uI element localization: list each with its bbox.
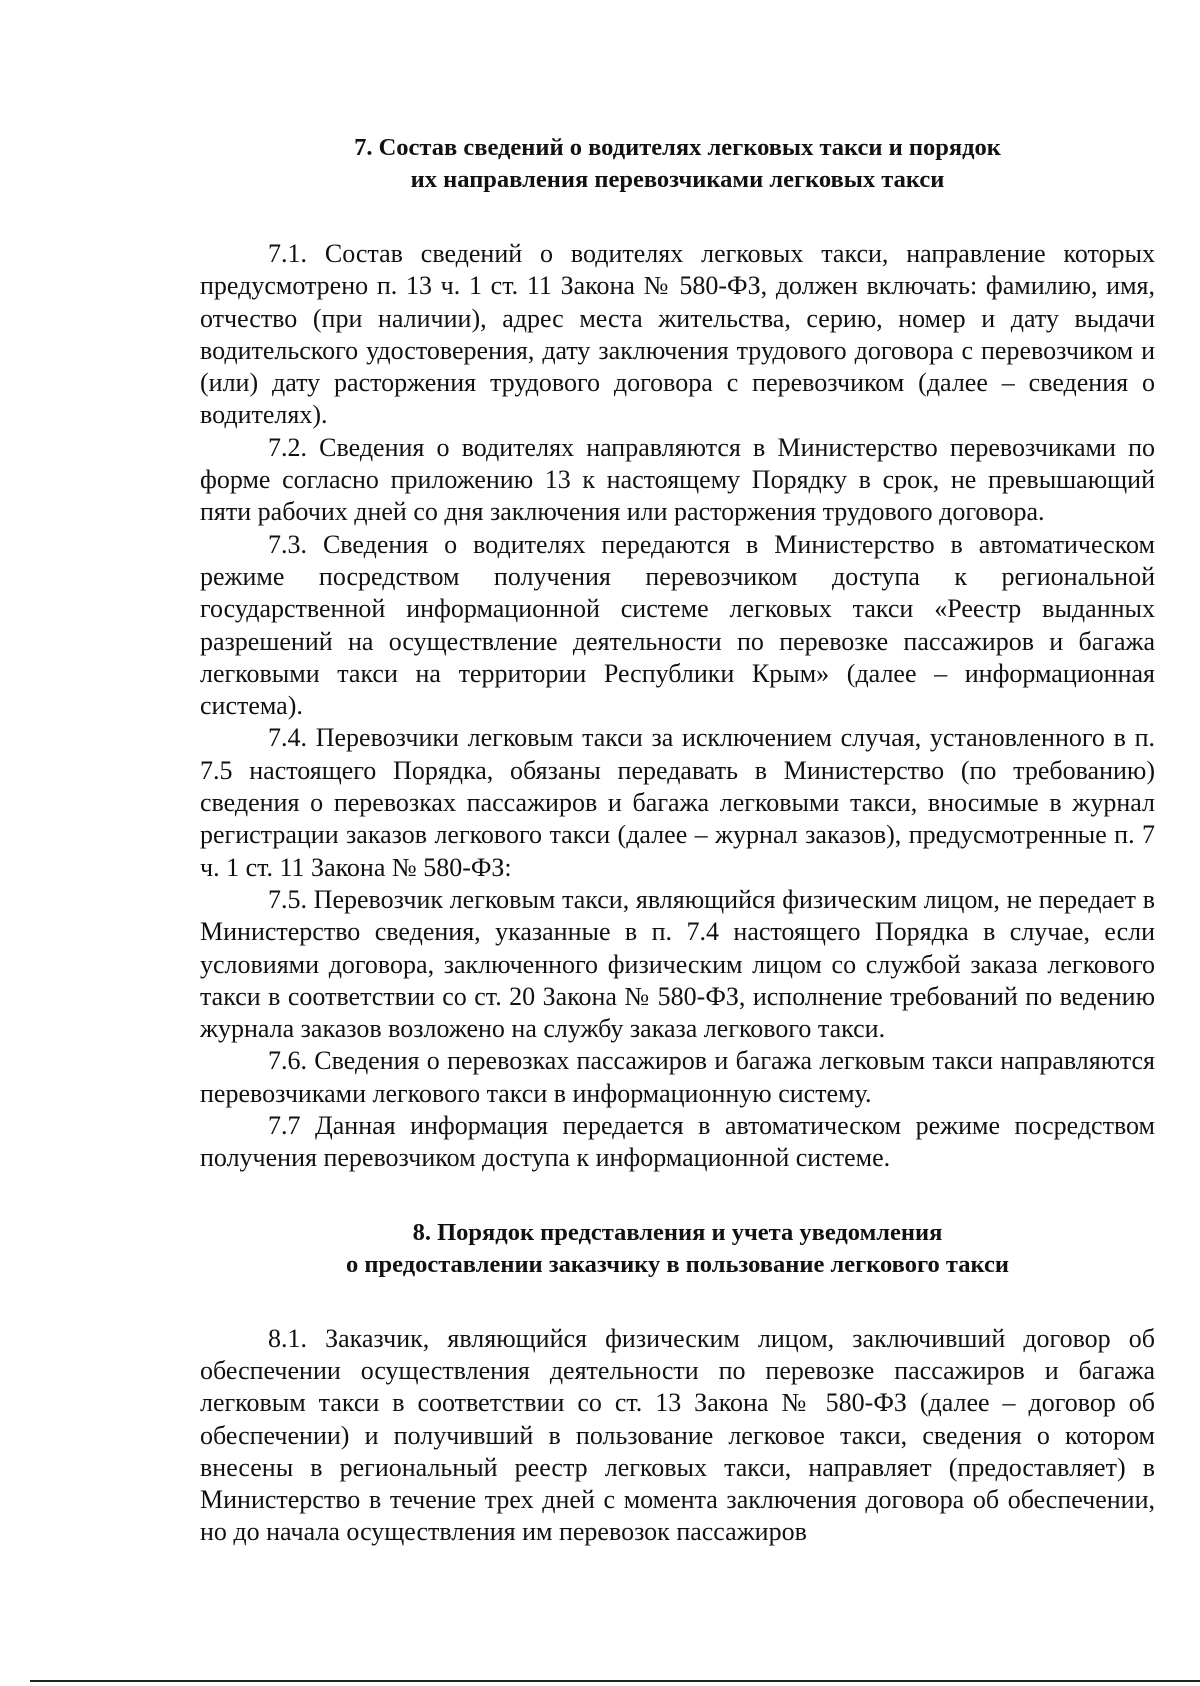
section-7-heading-line-2: их направления перевозчиками легковых такси	[410, 166, 945, 193]
paragraph-7-2: 7.2. Сведения о водителях направляются в Министерство перевозчиками по форме согласно приложению 13 к настоящему Порядку в срок, не превышающий пяти рабочих дней со дня заключения или расторжения трудового договора.	[200, 432, 1155, 527]
section-8-heading-line-1: 8. Порядок представления и учета уведомления	[412, 1218, 943, 1246]
paragraph-8-1: 8.1. Заказчик, являющийся физическим лицом, заключивший договор об обеспечении осуществления деятельности по перевозке пассажиров и багажа легковым такси в соответствии со ст. 13 Закона № 580-ФЗ (далее – договор об обеспечении) и получивший в пользование легковое такси, сведения о котором внесены в региональный реестр легковых такси, направляет (предоставляет) в Министерство в течение трех дней с момента заключения договора об обеспечении, но до начала осуществления им перевозок пассажиров	[200, 1323, 1155, 1547]
paragraph-7-6: 7.6. Сведения о перевозках пассажиров и багажа легковым такси направляются перевозчиками легкового такси в информационную систему.	[200, 1046, 1155, 1108]
page-bottom-rule	[30, 1680, 1200, 1682]
paragraph-7-1: 7.1. Состав сведений о водителях легковых такси, направление которых предусмотрено п. 13 ч. 1 ст. 11 Закона № 580-ФЗ, должен включать: фамилию, имя, отчество (при наличии), адрес места жительства, серию, номер и дату выдачи водительского удостоверения, дату заключения трудового договора с перевозчиком и (или) дату расторжения трудового договора с перевозчиком (далее – сведения о водителях).	[200, 239, 1155, 430]
section-7-heading	[200, 132, 1155, 196]
section-8-heading	[200, 1217, 1155, 1281]
paragraph-7-7: 7.7 Данная информация передается в автоматическом режиме посредством получения перевозчиком доступа к информационной системе.	[200, 1111, 1155, 1173]
section-7-heading-line-1: 7. Состав сведений о водителях легковых такси и порядок	[354, 134, 1001, 161]
paragraph-7-3: 7.3. Сведения о водителях передаются в Министерство в автоматическом режиме посредством получения перевозчиком доступа к региональной государственной информационной системе легковых такси «Реестр выданных разрешений на осуществление деятельности по перевозке пассажиров и багажа легковыми такси на территории Республики Крым» (далее – информационная система).	[200, 529, 1155, 721]
section-8-heading-line-2: о предоставлении заказчику в пользование легкового такси	[346, 1250, 1009, 1278]
paragraph-7-4: 7.4. Перевозчики легковым такси за исключением случая, установленного в п. 7.5 настоящего Порядка, обязаны передавать в Министерство (по требованию) сведения о перевозках пассажиров и багажа легковыми такси, вносимые в журнал регистрации заказов легкового такси (далее – журнал заказов), предусмотренные п. 7 ч. 1 ст. 11 Закона № 580-ФЗ:	[200, 723, 1155, 882]
paragraph-7-5: 7.5. Перевозчик легковым такси, являющийся физическим лицом, не передает в Министерство сведения, указанные в п. 7.4 настоящего Порядка в случае, если условиями договора, заключенного физическим лицом со службой заказа легкового такси в соответствии со ст. 20 Закона № 580-ФЗ, исполнение требований по ведению журнала заказов возложено на службу заказа легкового такси.	[200, 884, 1155, 1044]
document-body	[200, 132, 1155, 1549]
